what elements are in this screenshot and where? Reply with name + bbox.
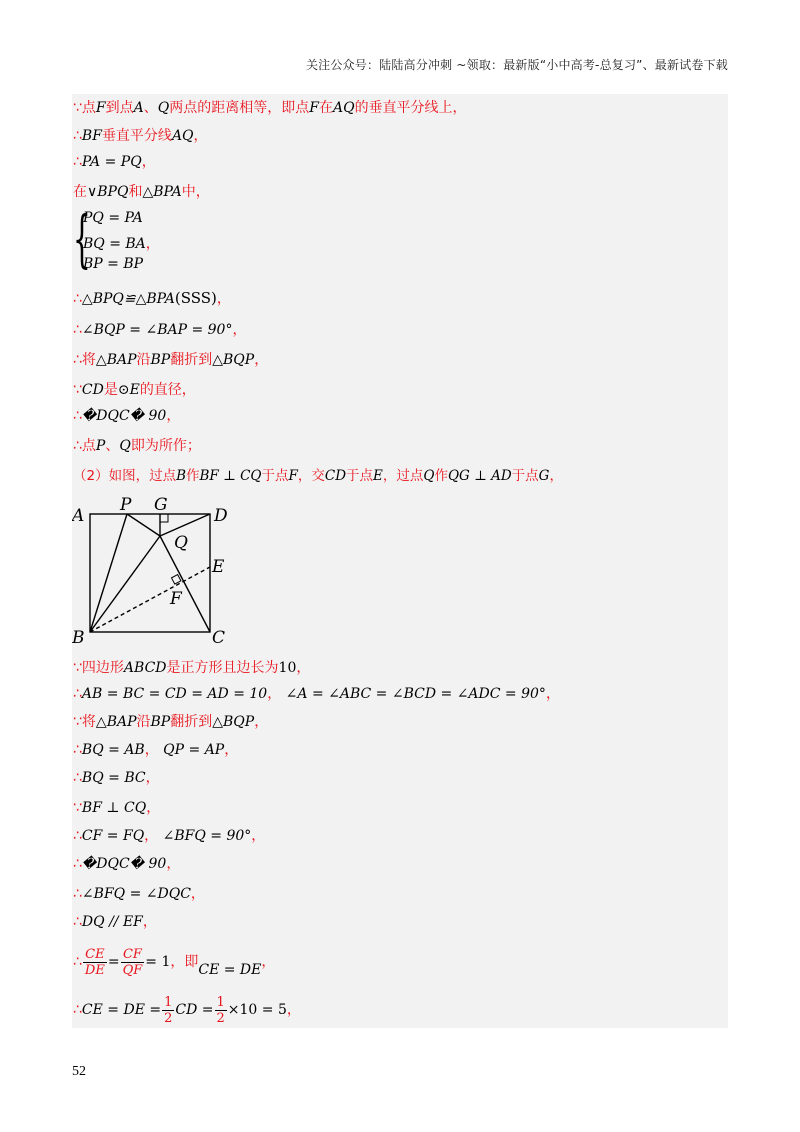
text-line-4: 在∨BPQ和△BPA中，: [73, 184, 210, 200]
text-line-21: ∴DQ // EF，: [73, 914, 157, 930]
label-a: A: [72, 506, 85, 526]
label-f: F: [170, 589, 182, 609]
system-row-1: PQ = PA: [83, 210, 143, 226]
text-line-16: ∴BQ = BC，: [73, 770, 160, 786]
text-line-12: ∵四边形ABCD是正方形且边长为10，: [73, 660, 311, 676]
brace: {: [73, 202, 91, 275]
text-line-5: ∴△BPQ≌△BPA(SSS)，: [73, 289, 231, 307]
text-line-1: ∵点F到点A、Q两点的距离相等，即点F在AQ的垂直平分线上，: [73, 100, 467, 116]
fraction-half-1: $\frac{1}{2}$: [164, 994, 173, 1026]
label-g: G: [154, 496, 168, 515]
text-line-2: ∴BF垂直平分线AQ，: [73, 128, 208, 144]
text-line-6: ∴∠BQP = ∠BAP = 90°，: [73, 322, 247, 338]
text-line-9: ∴�DQC� 90，: [73, 408, 181, 424]
segment-bq: [90, 536, 160, 632]
text-line-8: ∵CD是⊙E的直径，: [73, 382, 196, 398]
text-line-20: ∴∠BFQ = ∠DQC，: [73, 886, 205, 902]
text-line-13: ∴AB = BC = CD = AD = 10， ∠A = ∠ABC = ∠BCD = ∠ADC = 90°，: [73, 686, 560, 702]
text-line-23: ∴CE = DE = $\frac{1}{2}$ CD = $\frac{1}{2}$ ×10 = 5，: [73, 994, 301, 1026]
label-d: D: [214, 506, 228, 526]
label-p: P: [120, 496, 132, 515]
system-row-3: BP = BP: [83, 256, 144, 272]
fraction-half-2: $\frac{1}{2}$: [216, 994, 225, 1026]
label-q: Q: [174, 533, 188, 553]
text-line-22: ∴ $\frac{CE}{DE}$ = $\frac{CF}{QF}$ = 1，即CE = DE，: [73, 946, 276, 978]
text-line-18: ∴CF = FQ， ∠BFQ = 90°，: [73, 828, 266, 844]
text-line-17: ∵BF ⊥ CQ，: [73, 800, 161, 816]
system-row-2: BQ = BA，: [83, 236, 160, 252]
text-line-7: ∴将△BAP沿BP翻折到△BQP，: [73, 352, 269, 368]
page-header: 关注公众号：陆陆高分冲刺 ~领取：最新版“小中高考-总复习”、最新试卷下载: [305, 58, 728, 72]
right-angle-mark-f: [171, 575, 180, 584]
text-line-14: ∵将△BAP沿BP翻折到△BQP，: [73, 714, 269, 730]
text-line-15: ∴BQ = AB， QP = AP，: [73, 742, 239, 758]
fraction-cf-qf: $\frac{CF}{QF}$: [122, 946, 143, 978]
label-c: C: [212, 628, 226, 648]
fraction-ce-de: $\frac{CE}{DE}$: [84, 946, 105, 978]
page-number: 52: [72, 1064, 86, 1079]
label-e: E: [212, 557, 225, 577]
text-line-19: ∴�DQC� 90，: [73, 856, 181, 872]
segment-pq: [127, 514, 160, 536]
text-line-10: ∴点P、Q即为所作；: [73, 438, 201, 454]
text-line-11: （2）如图，过点B作BF ⊥ CQ于点F，交CD于点E，过点Q作QG ⊥ AD于点G，: [73, 468, 563, 484]
label-b: B: [72, 628, 85, 648]
geometry-figure: [72, 496, 252, 648]
text-line-3: ∴PA = PQ，: [73, 154, 156, 170]
right-angle-mark-g: [160, 514, 168, 522]
